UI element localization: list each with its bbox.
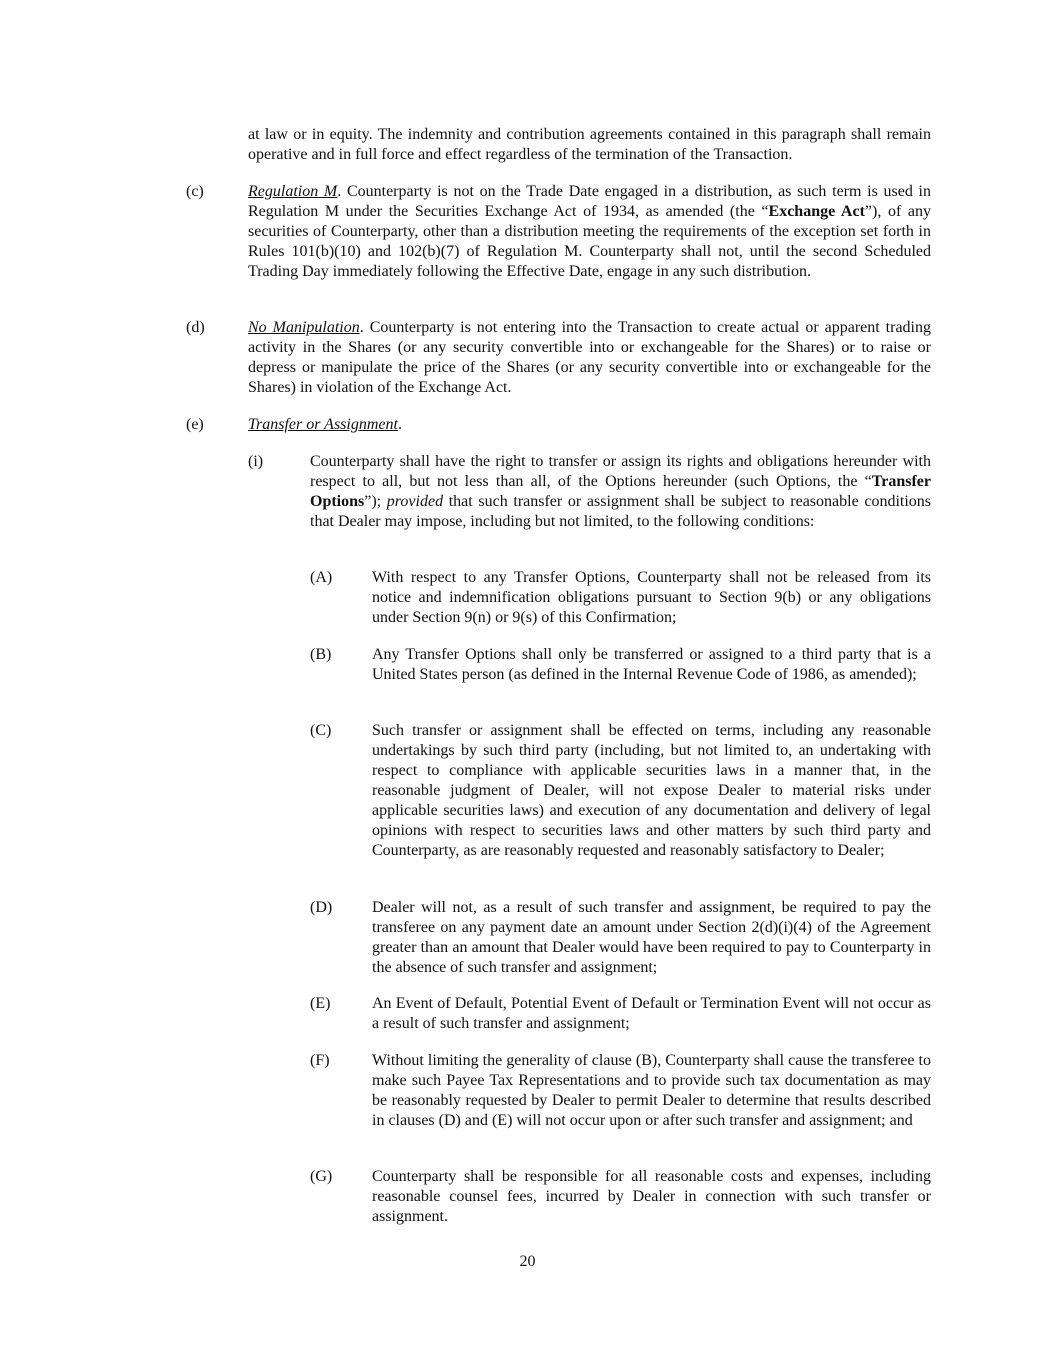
clause-g-label: (G) [310, 1168, 333, 1185]
section-d-title: No Manipulation [248, 319, 360, 336]
subsection-i-bold-term: Transfer Options [310, 473, 931, 510]
section-e-title-suffix: . [397, 416, 402, 433]
page-number: 20 [519, 1253, 536, 1270]
section-c-label: (c) [186, 183, 204, 200]
intro-paragraph: at law or in equity. The indemnity and contribution agreements contained in this paragraph shall remain operative and in full force and effect regardless of the termination of the Transaction. [248, 126, 931, 163]
clause-d-label: (D) [310, 899, 333, 916]
clause-d-text: Dealer will not, as a result of such transfer and assignment, be required to pay the transferee on any payment date an amount under Section 2(d)(i)(4) of the Agreement greater than an amount that Dealer would have been required to pay to Counterparty in the absence of such transfer and assignment; [372, 899, 931, 976]
clause-a-label: (A) [310, 569, 333, 586]
subsection-i-label: (i) [248, 453, 264, 470]
subsection-i-text-1: Counterparty shall have the right to transfer or assign its rights and obligations hereunder with respect to all, but not less than all, of the Options hereunder (such Options, the “ [310, 453, 931, 490]
section-d-paragraph [248, 318, 931, 398]
section-c-bold-term: Exchange Act [768, 203, 865, 220]
section-c-title: Regulation M [248, 183, 338, 200]
section-d-text: . Counterparty is not entering into the Transaction to create actual or apparent trading activity in the Shares (or any security convertible into or exchangeable for the Shares) or to raise or depress or manipulate the price of the Shares (or any security convertible into or exchangeable for the Shares) in violation of the Exchange Act. [248, 319, 932, 396]
clause-f-label: (F) [310, 1052, 330, 1069]
section-e-label: (e) [186, 416, 204, 433]
section-c-paragraph [248, 182, 931, 282]
section-c-text-1: . Counterparty is not on the Trade Date engaged in a distribution, as such term is used in Regulation M under the Securities Exchange Act of 1934, as amended (the “ [248, 183, 931, 220]
clause-a-text: With respect to any Transfer Options, Counterparty shall not be released from its notice and indemnification obligations pursuant to Section 9(b) or any obligations under Section 9(n) or 9(s) of this Confirmation; [372, 569, 931, 626]
clause-b-label: (B) [310, 646, 332, 663]
section-e-heading [248, 415, 931, 435]
subsection-i-paragraph [310, 452, 931, 532]
subsection-i-text-2: ”); [364, 493, 387, 510]
section-c-text-2: ”), of any securities of Counterparty, other than a distribution meeting the requirements of the exception set forth in Rules 101(b)(10) and 102(b)(7) of Regulation M. Counterparty shall not, until the second Scheduled Trading Day immediately following the Effective Date, engage in any such distribution. [248, 203, 932, 280]
clause-e-label: (E) [310, 995, 331, 1012]
section-e-title: Transfer or Assignment [248, 416, 398, 433]
clause-c-text: Such transfer or assignment shall be effected on terms, including any reasonable undertakings by such third party (including, but not limited to, an undertaking with respect to compliance with applicable securities laws in a manner that, in the reasonable judgment of Dealer, will not expose Dealer to material risks under applicable securities laws) and execution of any documentation and delivery of legal opinions with respect to securities laws and other matters by such third party and Counterparty, as are reasonably requested and reasonably satisfactory to Dealer; [372, 722, 931, 859]
subsection-i-text-3: that such transfer or assignment shall be subject to reasonable conditions that Dealer may impose, including but not limited, to the following conditions: [310, 493, 932, 530]
section-d-label: (d) [186, 319, 205, 336]
clause-b-text: Any Transfer Options shall only be transferred or assigned to a third party that is a United States person (as defined in the Internal Revenue Code of 1986, as amended); [372, 646, 931, 683]
subsection-i-italic: provided [386, 493, 444, 510]
clause-f-text: Without limiting the generality of clause (B), Counterparty shall cause the transferee to make such Payee Tax Representations and to provide such tax documentation as may be reasonably requested by Dealer to permit Dealer to determine that results described in clauses (D) and (E) will not occur upon or after such transfer and assignment; and [372, 1052, 931, 1129]
clause-e-text: An Event of Default, Potential Event of Default or Termination Event will not occur as a result of such transfer and assignment; [372, 995, 931, 1032]
clause-g-text: Counterparty shall be responsible for all reasonable costs and expenses, including reasonable counsel fees, incurred by Dealer in connection with such transfer or assignment. [372, 1168, 931, 1225]
clause-c-label: (C) [310, 722, 332, 739]
